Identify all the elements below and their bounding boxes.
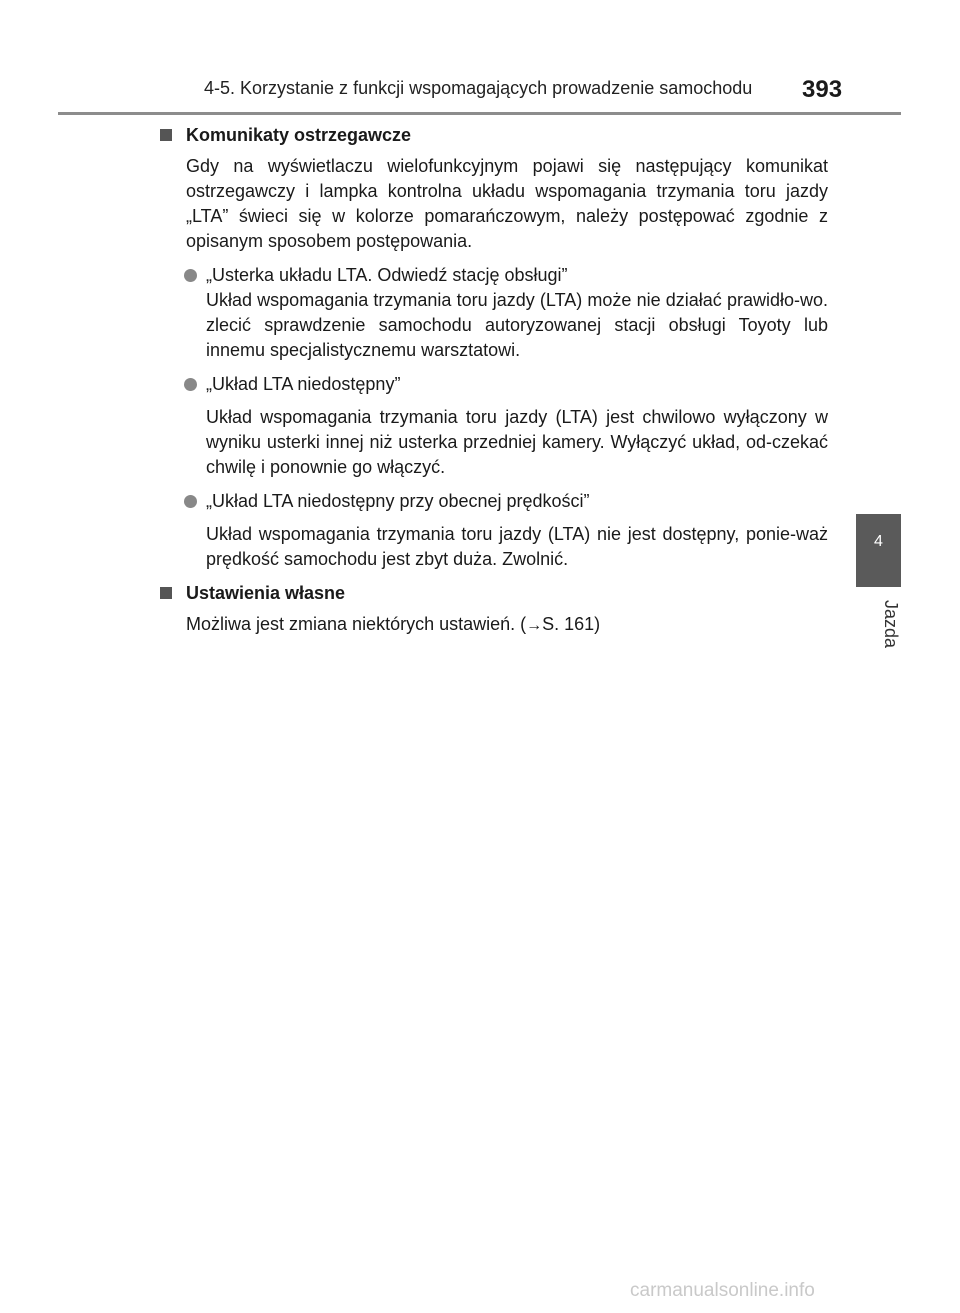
chapter-header: 4-5. Korzystanie z funkcji wspomagających prowadzenie samochodu <box>204 78 753 98</box>
page-reference-link[interactable]: S. 161) <box>542 614 601 634</box>
section-intro: Gdy na wyświetlaczu wielofunkcyjnym pojawi się następujący komunikat ostrzegawczy i lampka kontrolna układu wspomagania trzymania toru jazdy „LTA” świeci się w kolorze pomarańczowym, należy postępować zgodnie z opisanym sposobem postępowania. <box>186 156 828 251</box>
square-bullet-icon <box>160 129 172 141</box>
arrow-right-icon: → <box>526 617 543 634</box>
message-description: Układ wspomagania trzymania toru jazdy (LTA) może nie działać prawidło-wo. zlecić sprawdzenie samochodu autoryzowanej stacji obsługi Toyoty lub innemu specjalistycznemu warsztatowi. <box>206 290 828 360</box>
chapter-tab-label: Jazda <box>881 599 901 649</box>
page-number: 393 <box>802 76 843 103</box>
section-intro <box>160 612 828 638</box>
section-heading <box>160 581 828 606</box>
list-item <box>160 489 828 572</box>
list-item <box>160 263 828 363</box>
circle-bullet-icon <box>184 269 197 282</box>
section-heading-text: Ustawienia własne <box>186 583 346 603</box>
message-title: „Układ LTA niedostępny” <box>206 374 401 394</box>
message-description: Układ wspomagania trzymania toru jazdy (LTA) jest chwilowo wyłączony w wyniku usterki innej niż usterka przedniej kamery. Wyłączyć układ, od-czekać chwilę i ponownie go włączyć. <box>206 407 828 477</box>
list-item <box>160 372 828 480</box>
page-content <box>160 123 828 647</box>
message-title: „Usterka układu LTA. Odwiedź stację obsługi” <box>206 265 568 285</box>
header-rule <box>58 112 901 115</box>
circle-bullet-icon <box>184 378 197 391</box>
section-heading <box>160 123 828 148</box>
square-bullet-icon <box>160 587 172 599</box>
chapter-tab-number: 4 <box>874 533 883 550</box>
section-intro-text: Możliwa jest zmiana niektórych ustawień. ( <box>186 614 527 634</box>
circle-bullet-icon <box>184 495 197 508</box>
section-heading-text: Komunikaty ostrzegawcze <box>186 125 412 145</box>
message-description: Układ wspomagania trzymania toru jazdy (LTA) nie jest dostępny, ponie-waż prędkość samochodu jest zbyt duża. Zwolnić. <box>206 524 828 569</box>
watermark: carmanualsonline.info <box>630 1280 815 1301</box>
message-title: „Układ LTA niedostępny przy obecnej prędkości” <box>206 491 590 511</box>
